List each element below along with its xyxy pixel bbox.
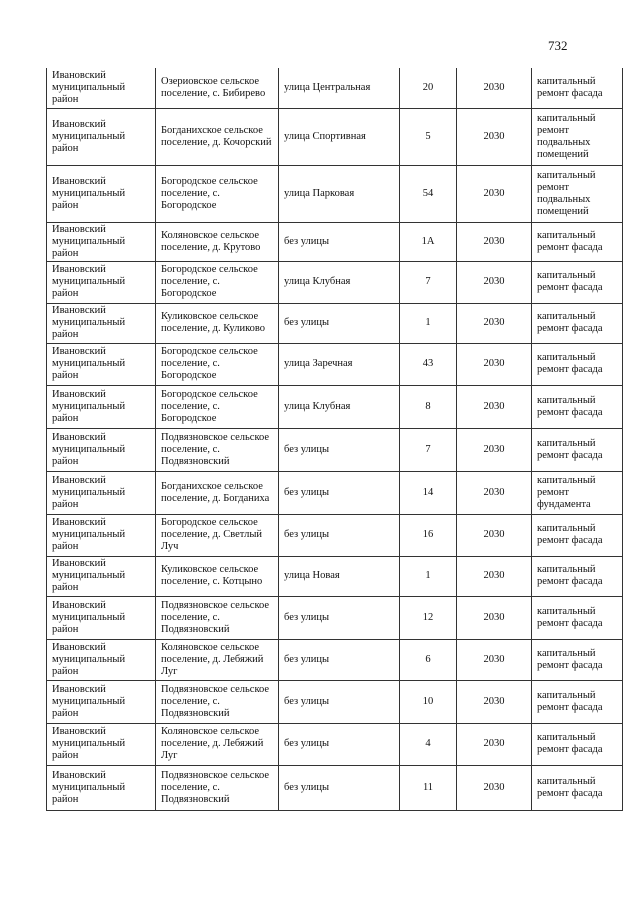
table-body — [47, 68, 623, 810]
work-type-cell: капитальный ремонт фасада — [532, 343, 623, 385]
year-cell: 2030 — [457, 596, 532, 639]
settlement-cell: Подвязновское сельское поселение, с. Подвязновский — [156, 428, 279, 471]
year-cell: 2030 — [457, 108, 532, 165]
street-cell: без улицы — [279, 680, 400, 723]
district-cell: Ивановский муниципальный район — [47, 108, 156, 165]
year-cell: 2030 — [457, 343, 532, 385]
settlement-cell: Богданихское сельское поселение, д. Богданиха — [156, 471, 279, 514]
table-row — [47, 165, 623, 222]
house-number-cell: 11 — [400, 765, 457, 810]
settlement-cell: Богородское сельское поселение, д. Светлый Луч — [156, 514, 279, 556]
house-number-cell: 20 — [400, 68, 457, 108]
street-cell: без улицы — [279, 514, 400, 556]
work-type-cell: капитальный ремонт фасада — [532, 556, 623, 596]
street-cell: без улицы — [279, 303, 400, 343]
house-number-cell: 6 — [400, 639, 457, 680]
district-cell: Ивановский муниципальный район — [47, 514, 156, 556]
street-cell: улица Клубная — [279, 385, 400, 428]
table-row — [47, 680, 623, 723]
year-cell: 2030 — [457, 68, 532, 108]
year-cell: 2030 — [457, 261, 532, 303]
settlement-cell: Богородское сельское поселение, с. Богородское — [156, 165, 279, 222]
district-cell: Ивановский муниципальный район — [47, 165, 156, 222]
year-cell: 2030 — [457, 428, 532, 471]
work-type-cell: капитальный ремонт подвальных помещений — [532, 108, 623, 165]
settlement-cell: Куликовское сельское поселение, с. Котцыно — [156, 556, 279, 596]
housing-repair-table — [46, 68, 623, 811]
street-cell: улица Центральная — [279, 68, 400, 108]
year-cell: 2030 — [457, 723, 532, 765]
table-row — [47, 596, 623, 639]
settlement-cell: Коляновское сельское поселение, д. Лебяжий Луг — [156, 723, 279, 765]
house-number-cell: 7 — [400, 261, 457, 303]
house-number-cell: 14 — [400, 471, 457, 514]
settlement-cell: Коляновское сельское поселение, д. Крутово — [156, 222, 279, 261]
table-row — [47, 471, 623, 514]
work-type-cell: капитальный ремонт фасада — [532, 385, 623, 428]
year-cell: 2030 — [457, 165, 532, 222]
district-cell: Ивановский муниципальный район — [47, 385, 156, 428]
table-row — [47, 514, 623, 556]
settlement-cell: Озериовское сельское поселение, с. Бибирево — [156, 68, 279, 108]
street-cell: без улицы — [279, 639, 400, 680]
district-cell: Ивановский муниципальный район — [47, 68, 156, 108]
work-type-cell: капитальный ремонт фасада — [532, 765, 623, 810]
street-cell: без улицы — [279, 222, 400, 261]
table-row — [47, 343, 623, 385]
house-number-cell: 12 — [400, 596, 457, 639]
settlement-cell: Куликовское сельское поселение, д. Куликово — [156, 303, 279, 343]
street-cell: без улицы — [279, 765, 400, 810]
settlement-cell: Богородское сельское поселение, с. Богородское — [156, 261, 279, 303]
table-row — [47, 222, 623, 261]
table-row — [47, 639, 623, 680]
table-row — [47, 428, 623, 471]
house-number-cell: 43 — [400, 343, 457, 385]
house-number-cell: 7 — [400, 428, 457, 471]
table-row — [47, 303, 623, 343]
year-cell: 2030 — [457, 680, 532, 723]
page-number: 732 — [548, 38, 568, 53]
street-cell: без улицы — [279, 596, 400, 639]
house-number-cell: 54 — [400, 165, 457, 222]
street-cell: без улицы — [279, 471, 400, 514]
district-cell: Ивановский муниципальный район — [47, 428, 156, 471]
year-cell: 2030 — [457, 222, 532, 261]
house-number-cell: 1 — [400, 556, 457, 596]
district-cell: Ивановский муниципальный район — [47, 680, 156, 723]
work-type-cell: капитальный ремонт фасада — [532, 261, 623, 303]
house-number-cell: 8 — [400, 385, 457, 428]
table-row — [47, 385, 623, 428]
district-cell: Ивановский муниципальный район — [47, 639, 156, 680]
district-cell: Ивановский муниципальный район — [47, 303, 156, 343]
house-number-cell: 10 — [400, 680, 457, 723]
house-number-cell: 16 — [400, 514, 457, 556]
work-type-cell: капитальный ремонт фасада — [532, 680, 623, 723]
year-cell: 2030 — [457, 556, 532, 596]
district-cell: Ивановский муниципальный район — [47, 596, 156, 639]
district-cell: Ивановский муниципальный район — [47, 222, 156, 261]
street-cell: улица Парковая — [279, 165, 400, 222]
settlement-cell: Богородское сельское поселение, с. Богородское — [156, 385, 279, 428]
house-number-cell: 1А — [400, 222, 457, 261]
work-type-cell: капитальный ремонт фасада — [532, 723, 623, 765]
work-type-cell: капитальный ремонт фасада — [532, 596, 623, 639]
settlement-cell: Подвязновское сельское поселение, с. Подвязновский — [156, 680, 279, 723]
work-type-cell: капитальный ремонт фасада — [532, 428, 623, 471]
settlement-cell: Подвязновское сельское поселение, с. Подвязновский — [156, 765, 279, 810]
table-row — [47, 68, 623, 108]
settlement-cell: Богородское сельское поселение, с. Богородское — [156, 343, 279, 385]
table-row — [47, 723, 623, 765]
work-type-cell: капитальный ремонт фасада — [532, 68, 623, 108]
year-cell: 2030 — [457, 639, 532, 680]
table-row — [47, 108, 623, 165]
table-row — [47, 261, 623, 303]
table-row — [47, 765, 623, 810]
street-cell: без улицы — [279, 428, 400, 471]
work-type-cell: капитальный ремонт фасада — [532, 222, 623, 261]
street-cell: улица Клубная — [279, 261, 400, 303]
year-cell: 2030 — [457, 514, 532, 556]
work-type-cell: капитальный ремонт фундамента — [532, 471, 623, 514]
year-cell: 2030 — [457, 303, 532, 343]
year-cell: 2030 — [457, 471, 532, 514]
table-row — [47, 556, 623, 596]
settlement-cell: Богданихское сельское поселение, д. Кочорский — [156, 108, 279, 165]
street-cell: без улицы — [279, 723, 400, 765]
street-cell: улица Заречная — [279, 343, 400, 385]
year-cell: 2030 — [457, 385, 532, 428]
district-cell: Ивановский муниципальный район — [47, 723, 156, 765]
settlement-cell: Коляновское сельское поселение, д. Лебяжий Луг — [156, 639, 279, 680]
house-number-cell: 5 — [400, 108, 457, 165]
district-cell: Ивановский муниципальный район — [47, 471, 156, 514]
settlement-cell: Подвязновское сельское поселение, с. Подвязновский — [156, 596, 279, 639]
district-cell: Ивановский муниципальный район — [47, 765, 156, 810]
house-number-cell: 1 — [400, 303, 457, 343]
work-type-cell: капитальный ремонт подвальных помещений — [532, 165, 623, 222]
district-cell: Ивановский муниципальный район — [47, 343, 156, 385]
street-cell: улица Спортивная — [279, 108, 400, 165]
street-cell: улица Новая — [279, 556, 400, 596]
year-cell: 2030 — [457, 765, 532, 810]
house-number-cell: 4 — [400, 723, 457, 765]
district-cell: Ивановский муниципальный район — [47, 261, 156, 303]
work-type-cell: капитальный ремонт фасада — [532, 303, 623, 343]
work-type-cell: капитальный ремонт фасада — [532, 639, 623, 680]
work-type-cell: капитальный ремонт фасада — [532, 514, 623, 556]
district-cell: Ивановский муниципальный район — [47, 556, 156, 596]
